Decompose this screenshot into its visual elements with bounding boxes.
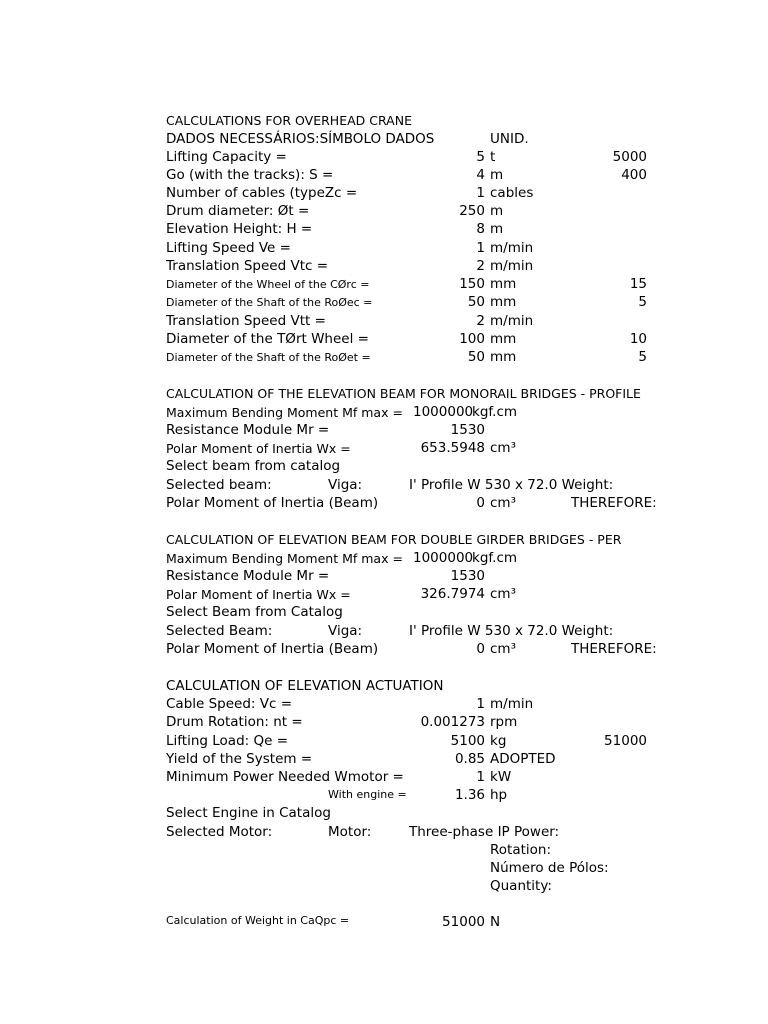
profile-text: I' Profile W 530 x 72.0 Weight:	[409, 477, 614, 493]
param-label: Go (with the tracks): S =	[166, 167, 334, 183]
param-extra: 5	[638, 294, 647, 310]
monorail-heading: CALCULATION OF THE ELEVATION BEAM FOR MONORAIL BRIDGES - PROFILE	[166, 386, 641, 401]
moment-unit: kgf.cm	[472, 550, 518, 566]
select-engine-label: Select Engine in Catalog	[166, 805, 331, 821]
param-unit: m	[490, 203, 504, 219]
param-value: 1	[476, 185, 485, 201]
power-unit: kW	[490, 769, 512, 785]
param-label: Translation Speed Vtc =	[166, 258, 329, 274]
select-beam-label: Select Beam from Catalog	[166, 604, 343, 620]
weight-label: Calculation of Weight in CaQpc =	[166, 914, 350, 927]
beam-inertia-label: Polar Moment of Inertia (Beam)	[166, 495, 379, 511]
param-value: 2	[476, 258, 485, 274]
param-unit: m	[490, 167, 504, 183]
actuation-heading: CALCULATION OF ELEVATION ACTUATION	[166, 678, 444, 694]
motor-label: Motor:	[328, 824, 372, 840]
header-unit: UNID.	[490, 131, 529, 147]
load-value: 5100	[450, 733, 485, 749]
load-unit: kg	[490, 733, 507, 749]
param-value: 50	[467, 294, 485, 310]
select-beam-label: Select beam from catalog	[166, 458, 341, 474]
beam-inertia-value: 0	[476, 641, 485, 657]
param-unit: cables	[490, 185, 534, 201]
param-extra: 5000	[612, 149, 647, 165]
poles-label: Número de Pólos:	[490, 860, 609, 876]
therefore-label: THEREFORE:	[571, 641, 657, 657]
param-label: Translation Speed Vtt =	[166, 313, 326, 329]
double-heading: CALCULATION OF ELEVATION BEAM FOR DOUBLE GIRDER BRIDGES - PER	[166, 532, 622, 547]
beam-inertia-value: 0	[476, 495, 485, 511]
resistance-value: 1530	[450, 568, 485, 584]
moment-value: 1000000	[413, 404, 474, 420]
resistance-label: Resistance Module Mr =	[166, 422, 330, 438]
yield-unit: ADOPTED	[490, 751, 556, 767]
param-value: 50	[467, 349, 485, 365]
param-value: 250	[459, 203, 485, 219]
header-label: DADOS NECESSÁRIOS:SÍMBOLO DADOS	[166, 131, 435, 147]
param-label: Lifting Capacity =	[166, 149, 287, 165]
param-unit: m/min	[490, 313, 534, 329]
power-label: Minimum Power Needed Wmotor =	[166, 769, 404, 785]
param-extra: 400	[621, 167, 647, 183]
moment-value: 1000000	[413, 550, 474, 566]
inertia-label: Polar Moment of Inertia Wx =	[166, 441, 351, 456]
param-value: 2	[476, 313, 485, 329]
param-label: Diameter of the Shaft of the RoØet =	[166, 351, 371, 364]
param-unit: m/min	[490, 240, 534, 256]
sheet-title: CALCULATIONS FOR OVERHEAD CRANE	[166, 113, 412, 128]
cable-unit: m/min	[490, 696, 534, 712]
param-value: 8	[476, 221, 485, 237]
param-unit: m/min	[490, 258, 534, 274]
weight-unit: N	[490, 914, 501, 930]
param-unit: m	[490, 221, 504, 237]
quantity-label: Quantity:	[490, 878, 552, 894]
load-label: Lifting Load: Qe =	[166, 733, 289, 749]
param-label: Lifting Speed Ve =	[166, 240, 291, 256]
param-label: Number of cables (typeZc =	[166, 185, 358, 201]
motor-text: Three-phase IP Power:	[409, 824, 560, 840]
inertia-value: 653.5948	[420, 440, 485, 456]
moment-label: Maximum Bending Moment Mf max =	[166, 405, 403, 420]
param-unit: mm	[490, 276, 517, 292]
param-value: 100	[459, 331, 485, 347]
param-extra: 10	[629, 331, 647, 347]
param-unit: mm	[490, 349, 517, 365]
param-value: 1	[476, 240, 485, 256]
yield-label: Yield of the System =	[166, 751, 313, 767]
param-label: Elevation Height: H =	[166, 221, 313, 237]
moment-label: Maximum Bending Moment Mf max =	[166, 551, 403, 566]
cable-value: 1	[476, 696, 485, 712]
param-unit: mm	[490, 294, 517, 310]
inertia-value: 326.7974	[420, 586, 485, 602]
param-unit: t	[490, 149, 496, 165]
yield-value: 0.85	[454, 751, 485, 767]
param-value: 5	[476, 149, 485, 165]
viga-label: Viga:	[328, 477, 363, 493]
param-extra: 5	[638, 349, 647, 365]
resistance-label: Resistance Module Mr =	[166, 568, 330, 584]
inertia-unit: cm³	[490, 440, 516, 456]
power-value: 1	[476, 769, 485, 785]
param-label: Drum diameter: Øt =	[166, 203, 310, 219]
drum-label: Drum Rotation: nt =	[166, 714, 303, 730]
inertia-label: Polar Moment of Inertia Wx =	[166, 587, 351, 602]
selected-beam-label: Selected beam:	[166, 477, 272, 493]
param-extra: 15	[629, 276, 647, 292]
beam-inertia-label: Polar Moment of Inertia (Beam)	[166, 641, 379, 657]
weight-value: 51000	[442, 914, 485, 930]
param-label: Diameter of the Shaft of the RoØec =	[166, 296, 373, 309]
drum-unit: rpm	[490, 714, 518, 730]
param-unit: mm	[490, 331, 517, 347]
cable-label: Cable Speed: Vc =	[166, 696, 293, 712]
engine-value: 1.36	[454, 787, 485, 803]
load-extra: 51000	[604, 733, 647, 749]
engine-unit: hp	[490, 787, 508, 803]
rotation-label: Rotation:	[490, 842, 552, 858]
selected-beam-label: Selected Beam:	[166, 623, 273, 639]
therefore-label: THEREFORE:	[571, 495, 657, 511]
beam-inertia-unit: cm³	[490, 495, 516, 511]
engine-label: With engine =	[328, 788, 407, 801]
profile-text: I' Profile W 530 x 72.0 Weight:	[409, 623, 614, 639]
param-label: Diameter of the Wheel of the CØrc =	[166, 278, 370, 291]
drum-value: 0.001273	[420, 714, 485, 730]
viga-label: Viga:	[328, 623, 363, 639]
param-value: 150	[459, 276, 485, 292]
selected-motor-label: Selected Motor:	[166, 824, 273, 840]
resistance-value: 1530	[450, 422, 485, 438]
param-label: Diameter of the TØrt Wheel =	[166, 331, 369, 347]
beam-inertia-unit: cm³	[490, 641, 516, 657]
param-value: 4	[476, 167, 485, 183]
inertia-unit: cm³	[490, 586, 516, 602]
moment-unit: kgf.cm	[472, 404, 518, 420]
